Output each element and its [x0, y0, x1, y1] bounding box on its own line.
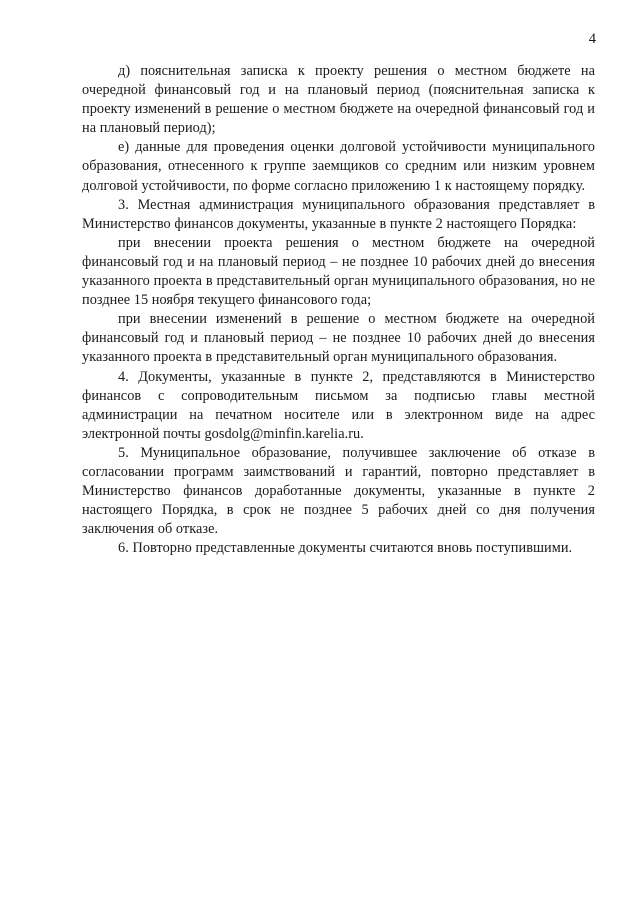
document-body: [82, 62, 595, 558]
paragraph-5-refusal-resubmission: 5. Муниципальное образование, получившее заключение об отказе в согласовании программ заимствований и гарантий, повторно представляет в Министерство финансов доработанные документы, указанные в пункте 2 настоящего Порядка, в срок не позднее 5 рабочих дней со дня получения заключения об отказе.: [82, 444, 595, 538]
paragraph-e-debt-sustainability: е) данные для проведения оценки долговой устойчивости муниципального образования, отнесенного к группе заемщиков со средним или низким уровнем долговой устойчивости, по форме согласно приложению 1 к настоящему порядку.: [82, 139, 595, 194]
paragraph-d-explanatory-note: д) пояснительная записка к проекту решения о местном бюджете на очередной финансовый год и на плановый период (пояснительная записка к проекту изменений в решение о местном бюджете на очередной финансовый год и на плановый период);: [82, 63, 595, 137]
paragraph-3-budget-amendment-deadline: при внесении изменений в решение о местном бюджете на очередной финансовый год и плановый период – не позднее 10 рабочих дней до внесения указанного проекта в представительный орган муниципального образования.: [82, 311, 595, 366]
paragraph-4-submission-method: 4. Документы, указанные в пункте 2, представляются в Министерство финансов с сопроводительным письмом за подписью главы местной администрации на печатном носителе или в электронном виде на адрес электронной почты gosdolg@minfin.karelia.ru.: [82, 368, 595, 442]
paragraph-3-submission: 3. Местная администрация муниципального образования представляет в Министерство финансов документы, указанные в пункте 2 настоящего Порядка:: [82, 196, 595, 232]
page-number: 4: [588, 31, 596, 47]
paragraph-3-budget-draft-deadline: при внесении проекта решения о местном бюджете на очередной финансовый год и на плановый период – не позднее 10 рабочих дней до внесения указанного проекта в представительный орган муниципального образования, но не позднее 15 ноября текущего финансового года;: [82, 234, 595, 309]
paragraph-6-resubmitted-documents: 6. Повторно представленные документы считаются вновь поступившими.: [118, 540, 573, 557]
